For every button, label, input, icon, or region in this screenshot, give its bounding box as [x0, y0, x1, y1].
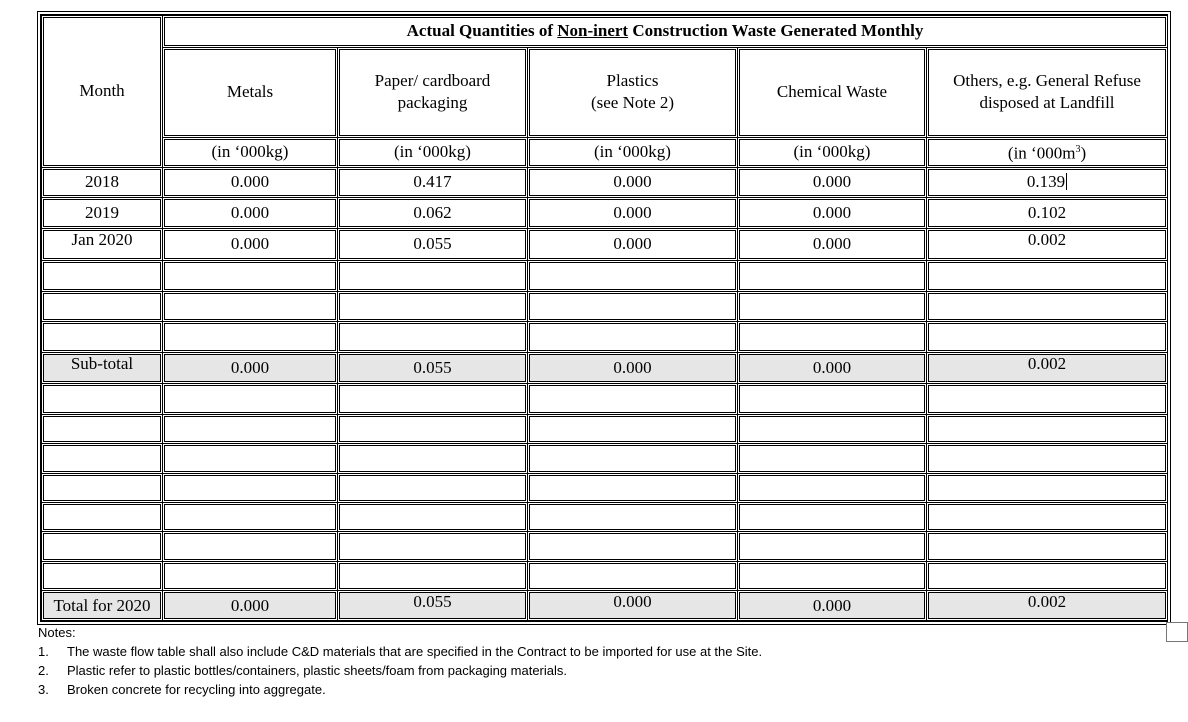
metals-cell[interactable]: 0.000 — [163, 228, 338, 261]
total-plastics[interactable]: 0.000 — [528, 591, 738, 621]
empty-row — [42, 561, 1168, 590]
empty-cell[interactable] — [927, 532, 1168, 561]
empty-cell[interactable] — [42, 384, 163, 415]
empty-cell[interactable] — [738, 261, 927, 292]
empty-cell[interactable] — [738, 561, 927, 590]
empty-row — [42, 261, 1168, 292]
plastics-header: Plastics (see Note 2) — [528, 47, 738, 137]
note-number: 1. — [38, 644, 49, 659]
subtotal-chemical[interactable]: 0.000 — [738, 352, 927, 384]
metals-cell[interactable]: 0.000 — [163, 198, 338, 229]
empty-cell[interactable] — [163, 414, 338, 443]
empty-cell[interactable] — [738, 503, 927, 532]
month-cell[interactable]: 2018 — [42, 167, 163, 198]
empty-cell[interactable] — [42, 291, 163, 322]
empty-cell[interactable] — [338, 503, 528, 532]
empty-cell[interactable] — [738, 322, 927, 353]
empty-cell[interactable] — [163, 261, 338, 292]
others-cell[interactable]: 0.002 — [927, 228, 1168, 261]
empty-cell[interactable] — [528, 384, 738, 415]
paper-header: Paper/ cardboard packaging — [338, 47, 528, 137]
note-text: The waste flow table shall also include C&D materials that are specified in the Contract to be imported for use at the Site. — [67, 644, 763, 659]
table-row — [42, 167, 1168, 198]
empty-row — [42, 291, 1168, 322]
empty-cell[interactable] — [528, 444, 738, 473]
note-number: 3. — [38, 682, 49, 697]
empty-cell[interactable] — [528, 261, 738, 292]
empty-row — [42, 322, 1168, 353]
empty-cell[interactable] — [738, 532, 927, 561]
empty-cell[interactable] — [163, 473, 338, 502]
month-header: Month — [42, 16, 163, 168]
plastics-cell[interactable]: 0.000 — [528, 198, 738, 229]
empty-cell[interactable] — [528, 561, 738, 590]
empty-cell[interactable] — [42, 473, 163, 502]
empty-cell[interactable] — [738, 444, 927, 473]
month-cell[interactable]: Jan 2020 — [42, 228, 163, 261]
plastics-unit: (in ‘000kg) — [528, 138, 738, 167]
empty-cell[interactable] — [738, 473, 927, 502]
others-cell[interactable]: 0.139 — [927, 167, 1168, 198]
empty-row — [42, 444, 1168, 473]
empty-cell[interactable] — [738, 384, 927, 415]
metals-cell[interactable]: 0.000 — [163, 167, 338, 198]
table-row — [42, 198, 1168, 229]
waste-table — [41, 15, 1168, 621]
empty-cell[interactable] — [42, 322, 163, 353]
empty-cell[interactable] — [163, 291, 338, 322]
others-unit: (in ‘$000m^3$) — [927, 138, 1168, 167]
plastics-cell[interactable]: 0.000 — [528, 167, 738, 198]
note-item — [38, 642, 938, 661]
subtotal-label: Sub-total — [42, 352, 163, 384]
checkbox[interactable] — [1166, 622, 1188, 642]
empty-cell[interactable] — [163, 503, 338, 532]
others-header: Others, e.g. General Refuse disposed at Landfill — [927, 47, 1168, 137]
subtotal-plastics[interactable]: 0.000 — [528, 352, 738, 384]
notes-heading: Notes: — [38, 625, 76, 640]
chemical-cell[interactable]: 0.000 — [738, 167, 927, 198]
empty-cell[interactable] — [42, 414, 163, 443]
chemical-header: Chemical Waste — [738, 47, 927, 137]
chemical-cell[interactable]: 0.000 — [738, 228, 927, 261]
empty-cell[interactable] — [528, 414, 738, 443]
paper-cell[interactable]: 0.417 — [338, 167, 528, 198]
empty-cell[interactable] — [338, 384, 528, 415]
table-row — [42, 228, 1168, 261]
empty-cell[interactable] — [163, 561, 338, 590]
total-chemical[interactable]: 0.000 — [738, 591, 927, 621]
empty-cell[interactable] — [528, 473, 738, 502]
empty-cell[interactable] — [338, 561, 528, 590]
empty-cell[interactable] — [528, 532, 738, 561]
empty-cell[interactable] — [163, 444, 338, 473]
subtotal-row — [42, 352, 1168, 384]
total-paper[interactable]: 0.055 — [338, 591, 528, 621]
empty-row — [42, 414, 1168, 443]
empty-cell[interactable] — [927, 291, 1168, 322]
empty-row — [42, 384, 1168, 415]
empty-cell[interactable] — [338, 322, 528, 353]
empty-cell[interactable] — [338, 473, 528, 502]
empty-cell[interactable] — [42, 532, 163, 561]
empty-cell[interactable] — [163, 322, 338, 353]
empty-cell[interactable] — [927, 444, 1168, 473]
empty-cell[interactable] — [528, 322, 738, 353]
note-text: Plastic refer to plastic bottles/containers, plastic sheets/foam from packaging materials. — [67, 663, 567, 678]
total-label: Total for 2020 — [42, 591, 163, 621]
plastics-cell[interactable]: 0.000 — [528, 228, 738, 261]
note-item — [38, 661, 938, 680]
notes-section — [38, 623, 938, 699]
empty-cell[interactable] — [42, 503, 163, 532]
empty-row — [42, 503, 1168, 532]
empty-cell[interactable] — [927, 503, 1168, 532]
note-text: Broken concrete for recycling into aggregate. — [67, 682, 326, 697]
total-metals[interactable]: 0.000 — [163, 591, 338, 621]
others-cell[interactable]: 0.102 — [927, 198, 1168, 229]
waste-table-frame — [40, 14, 1168, 622]
empty-cell[interactable] — [338, 261, 528, 292]
table-title: Actual Quantities of Non-inert Construction Waste Generated Monthly — [163, 16, 1168, 48]
chemical-cell[interactable]: 0.000 — [738, 198, 927, 229]
empty-cell[interactable] — [42, 561, 163, 590]
subtotal-metals[interactable]: 0.000 — [163, 352, 338, 384]
empty-cell[interactable] — [338, 444, 528, 473]
chemical-unit: (in ‘000kg) — [738, 138, 927, 167]
metals-unit: (in ‘000kg) — [163, 138, 338, 167]
empty-cell[interactable] — [338, 291, 528, 322]
empty-cell[interactable] — [927, 384, 1168, 415]
empty-cell[interactable] — [528, 503, 738, 532]
empty-cell[interactable] — [927, 473, 1168, 502]
empty-cell[interactable] — [163, 532, 338, 561]
note-item — [38, 680, 938, 699]
subtotal-paper[interactable]: 0.055 — [338, 352, 528, 384]
paper-cell[interactable]: 0.062 — [338, 198, 528, 229]
month-cell[interactable]: 2019 — [42, 198, 163, 229]
empty-cell[interactable] — [927, 561, 1168, 590]
total-row — [42, 591, 1168, 621]
empty-cell[interactable] — [738, 414, 927, 443]
subtotal-others[interactable]: 0.002 — [927, 352, 1168, 384]
empty-cell[interactable] — [528, 291, 738, 322]
paper-cell[interactable]: 0.055 — [338, 228, 528, 261]
empty-cell[interactable] — [338, 414, 528, 443]
empty-cell[interactable] — [42, 444, 163, 473]
total-others[interactable]: 0.002 — [927, 591, 1168, 621]
empty-cell[interactable] — [927, 261, 1168, 292]
empty-cell[interactable] — [927, 414, 1168, 443]
empty-cell[interactable] — [738, 291, 927, 322]
empty-cell[interactable] — [338, 532, 528, 561]
text-cursor — [1066, 173, 1067, 190]
note-number: 2. — [38, 663, 49, 678]
empty-row — [42, 532, 1168, 561]
empty-cell[interactable] — [927, 322, 1168, 353]
paper-unit: (in ‘000kg) — [338, 138, 528, 167]
empty-cell[interactable] — [42, 261, 163, 292]
empty-row — [42, 473, 1168, 502]
empty-cell[interactable] — [163, 384, 338, 415]
metals-header: Metals — [163, 47, 338, 137]
